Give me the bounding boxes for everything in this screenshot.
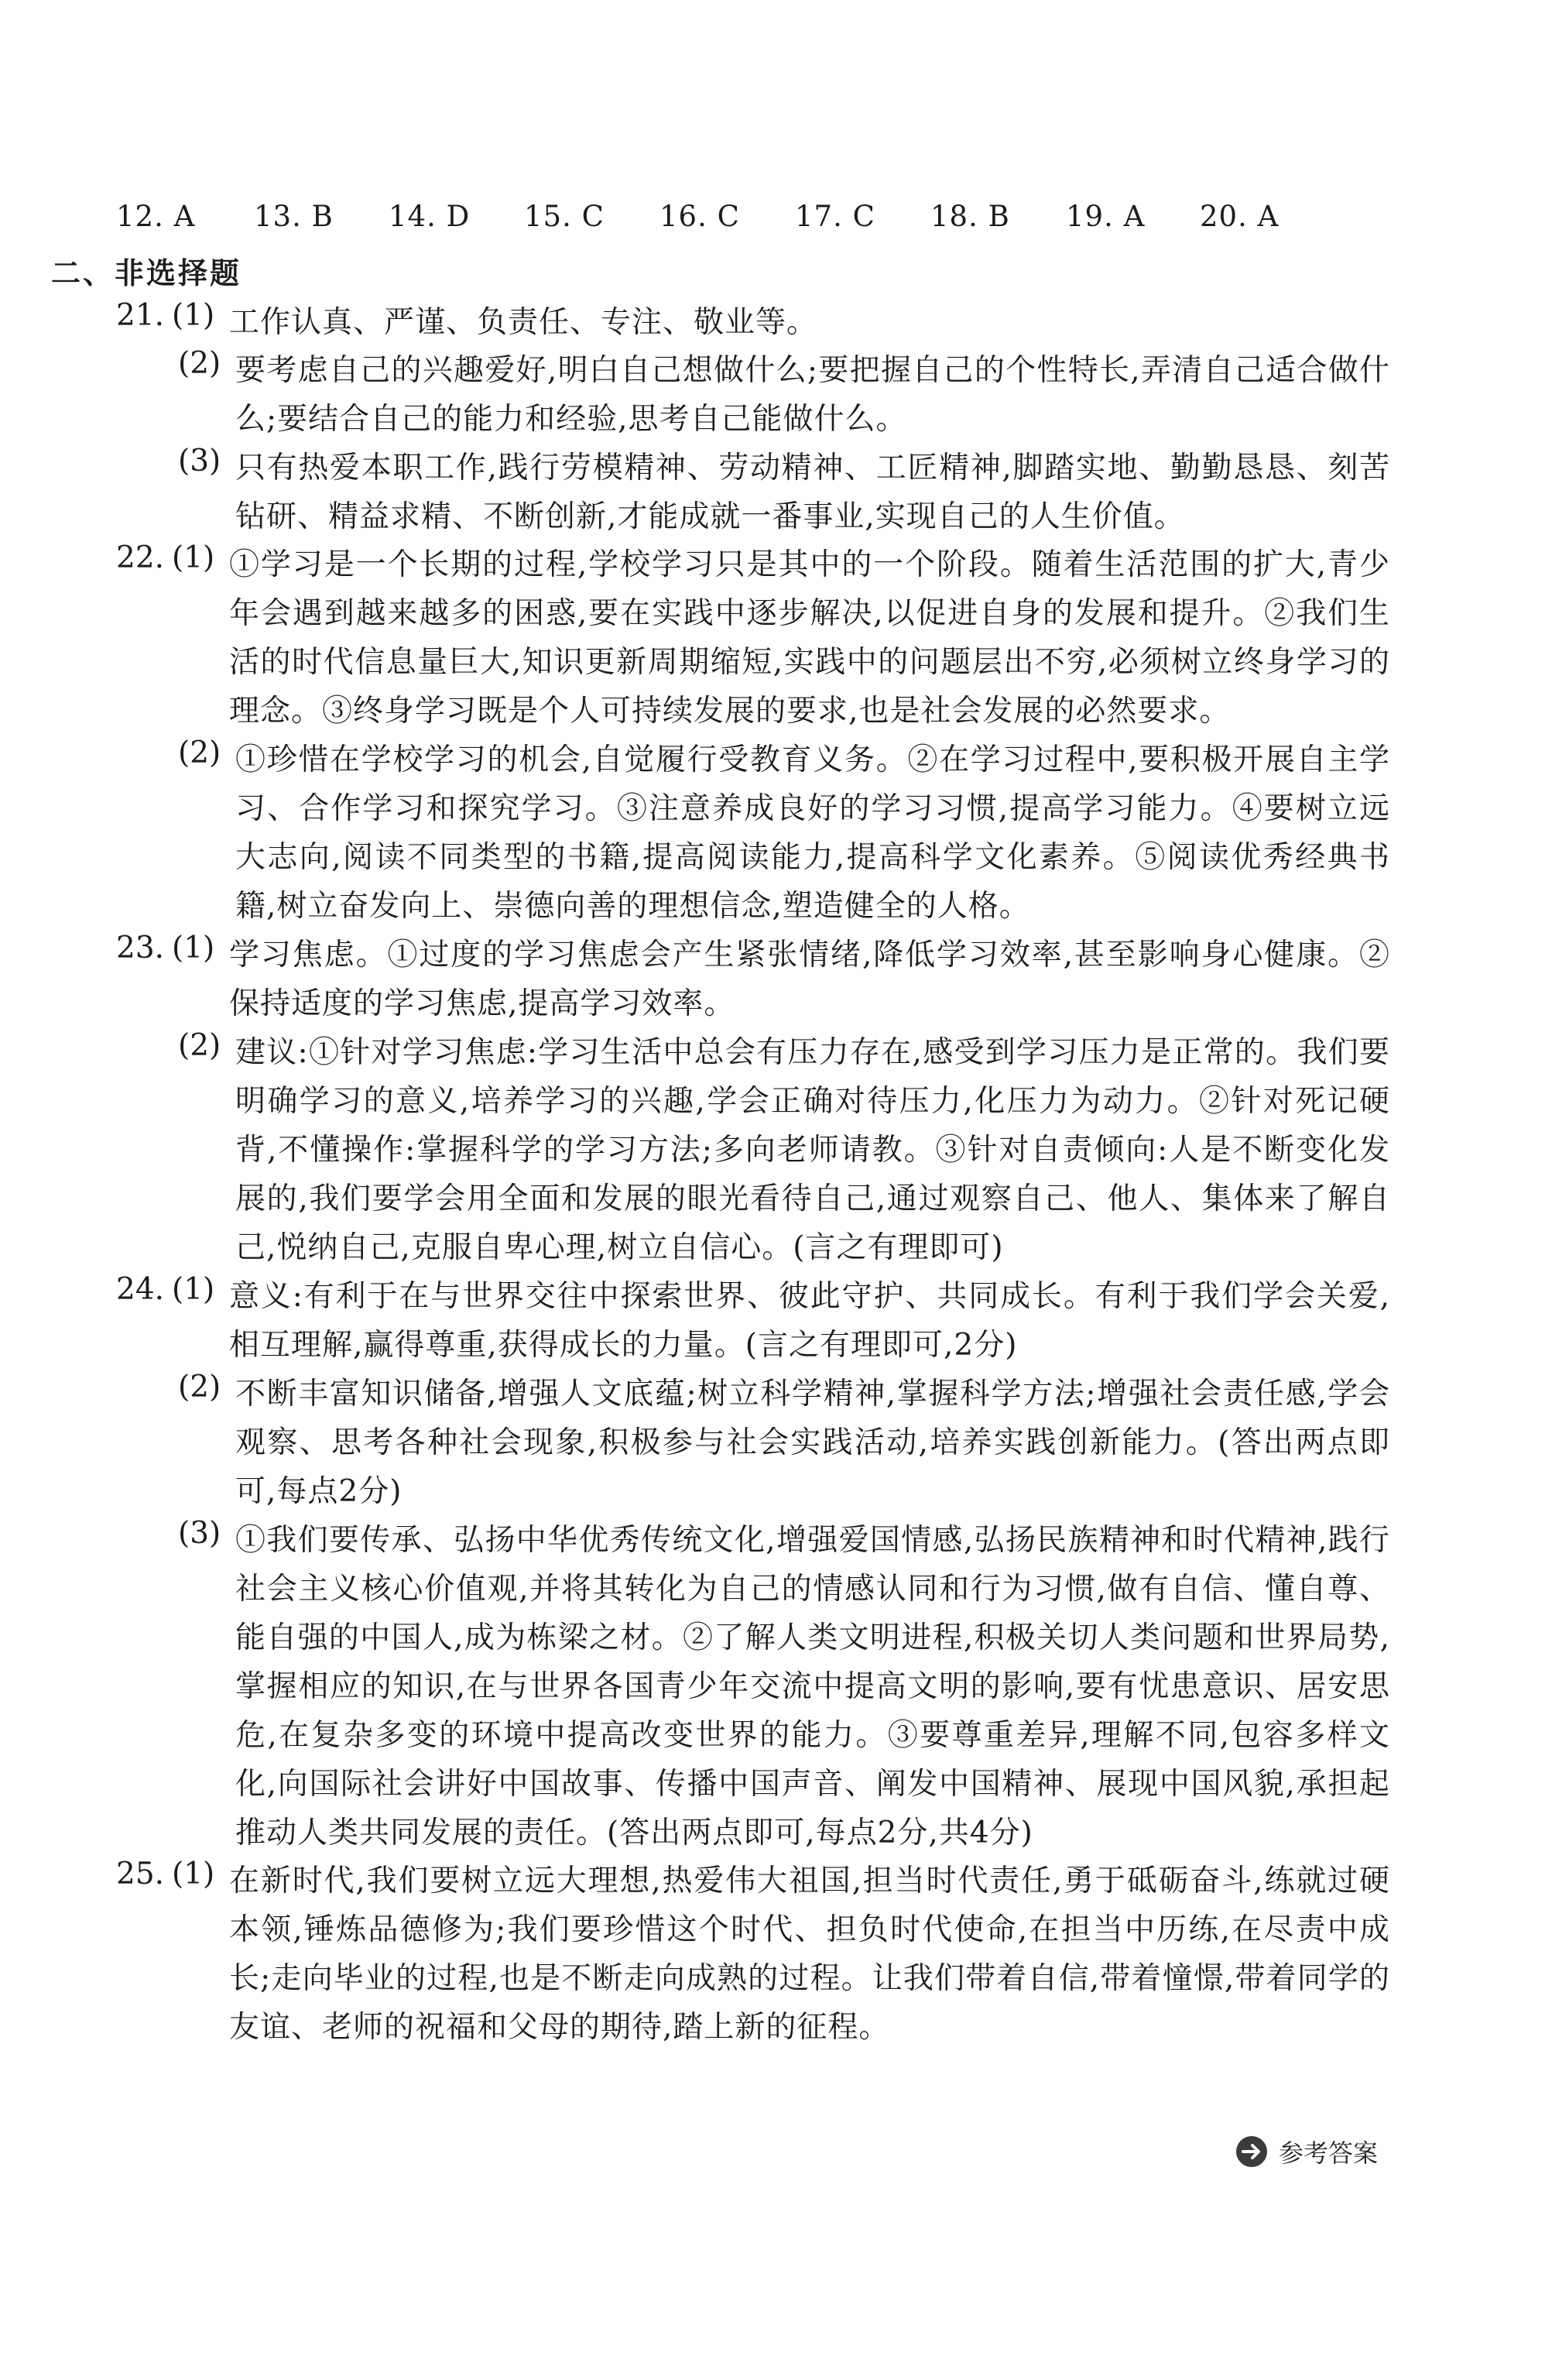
multiple-choice-answers: [116, 200, 1483, 238]
mc-answer-13: 13. B: [254, 200, 334, 233]
arrow-right-circle-icon: [1235, 2135, 1268, 2168]
part-label: (1): [172, 298, 215, 333]
question-number: 25.: [116, 1857, 165, 1891]
section-heading: 二、非选择题: [51, 256, 242, 290]
part-label: (2): [178, 1028, 221, 1063]
mc-answer-19: 19. A: [1066, 200, 1146, 233]
answer-text: 只有热爱本职工作,践行劳模精神、劳动精神、工匠精神,脚踏实地、勤勤恳恳、刻苦钻研、精益求精、不断创新,才能成就一番事业,实现自己的人生价值。: [235, 451, 1390, 534]
footer-label: 参考答案: [1279, 2138, 1379, 2168]
answer-text: ①学习是一个长期的过程,学校学习只是其中的一个阶段。随着生活范围的扩大,青少年会遇到越来越多的困惑,要在实践中逐步解决,以促进自身的发展和提升。②我们生活的时代信息量巨大,知识更新周期缩短,实践中的问题层出不穷,必须树立终身学习的理念。③终身学习既是个人可持续发展的要求,也是社会发展的必然要求。: [229, 547, 1390, 729]
mc-answer-18: 18. B: [930, 200, 1010, 233]
question-number: 21.: [116, 298, 165, 333]
question-number: 22.: [116, 540, 165, 575]
mc-answer-14: 14. D: [389, 200, 471, 233]
answer-text: 不断丰富知识储备,增强人文底蕴;树立科学精神,掌握科学方法;增强社会责任感,学会观察、思考各种社会现象,积极参与社会实践活动,培养实践创新能力。(答出两点即可,每点2分): [235, 1377, 1390, 1509]
mc-answer-20: 20. A: [1200, 200, 1280, 233]
part-label: (3): [178, 444, 221, 478]
answer-text: 意义:有利于在与世界交往中探索世界、彼此守护、共同成长。有利于我们学会关爱,相互理解,赢得尊重,获得成长的力量。(言之有理即可,2分): [229, 1279, 1390, 1363]
mc-answer-15: 15. C: [524, 200, 605, 233]
part-label: (1): [172, 1857, 215, 1891]
part-label: (1): [172, 1272, 215, 1307]
part-label: (2): [178, 1370, 221, 1404]
answer-text: 建议:①针对学习焦虑:学习生活中总会有压力存在,感受到学习压力是正常的。我们要明确学习的意义,培养学习的兴趣,学会正确对待压力,化压力为动力。②针对死记硬背,不懂操作:掌握科学的学习方法;多向老师请教。③针对自责倾向:人是不断变化发展的,我们要学会用全面和发展的眼光看待自己,通过观察自己、他人、集体来了解自己,悦纳自己,克服自卑心理,树立自信心。(言之有理即可): [235, 1035, 1390, 1265]
part-label: (2): [178, 346, 221, 381]
answer-text: 在新时代,我们要树立远大理想,热爱伟大祖国,担当时代责任,勇于砥砺奋斗,练就过硬本领,锤炼品德修为;我们要珍惜这个时代、担负时代使命,在担当中历练,在尽责中成长;走向毕业的过程,也是不断走向成熟的过程。让我们带着自信,带着憧憬,带着同学的友谊、老师的祝福和父母的期待,踏上新的征程。: [229, 1864, 1390, 2045]
part-label: (2): [178, 736, 221, 770]
answer-text: 要考虑自己的兴趣爱好,明白自己想做什么;要把握自己的个性特长,弄清自己适合做什么;要结合自己的能力和经验,思考自己能做什么。: [235, 353, 1390, 437]
part-label: (1): [172, 931, 215, 965]
answer-text: 学习焦虑。①过度的学习焦虑会产生紧张情绪,降低学习效率,甚至影响身心健康。②保持适度的学习焦虑,提高学习效率。: [229, 938, 1390, 1021]
mc-answer-16: 16. C: [659, 200, 740, 233]
mc-answer-12: 12. A: [116, 200, 196, 233]
mc-answer-17: 17. C: [795, 200, 875, 233]
answer-text: ①珍惜在学校学习的机会,自觉履行受教育义务。②在学习过程中,要积极开展自主学习、合作学习和探究学习。③注意养成良好的学习习惯,提高学习能力。④要树立远大志向,阅读不同类型的书籍,提高阅读能力,提高科学文化素养。⑤阅读优秀经典书籍,树立奋发向上、崇德向善的理想信念,塑造健全的人格。: [235, 742, 1390, 924]
answer-text: ①我们要传承、弘扬中华优秀传统文化,增强爱国情感,弘扬民族精神和时代精神,践行社会主义核心价值观,并将其转化为自己的情感认同和行为习惯,做有自信、懂自尊、能自强的中国人,成为栋梁之材。②了解人类文明进程,积极关切人类问题和世界局势,掌握相应的知识,在与世界各国青少年交流中提高文明的影响,要有忧患意识、居安思危,在复杂多变的环境中提高改变世界的能力。③要尊重差异,理解不同,包容多样文化,向国际社会讲好中国故事、传播中国声音、阐发中国精神、展现中国风貌,承担起推动人类共同发展的责任。(答出两点即可,每点2分,共4分): [235, 1523, 1390, 1850]
part-label: (1): [172, 540, 215, 575]
question-number: 24.: [116, 1272, 165, 1307]
answer-text: 工作认真、严谨、负责任、专注、敬业等。: [229, 305, 818, 340]
question-number: 23.: [116, 931, 165, 965]
footer-section-label: [1235, 2134, 1378, 2169]
part-label: (3): [178, 1516, 221, 1551]
